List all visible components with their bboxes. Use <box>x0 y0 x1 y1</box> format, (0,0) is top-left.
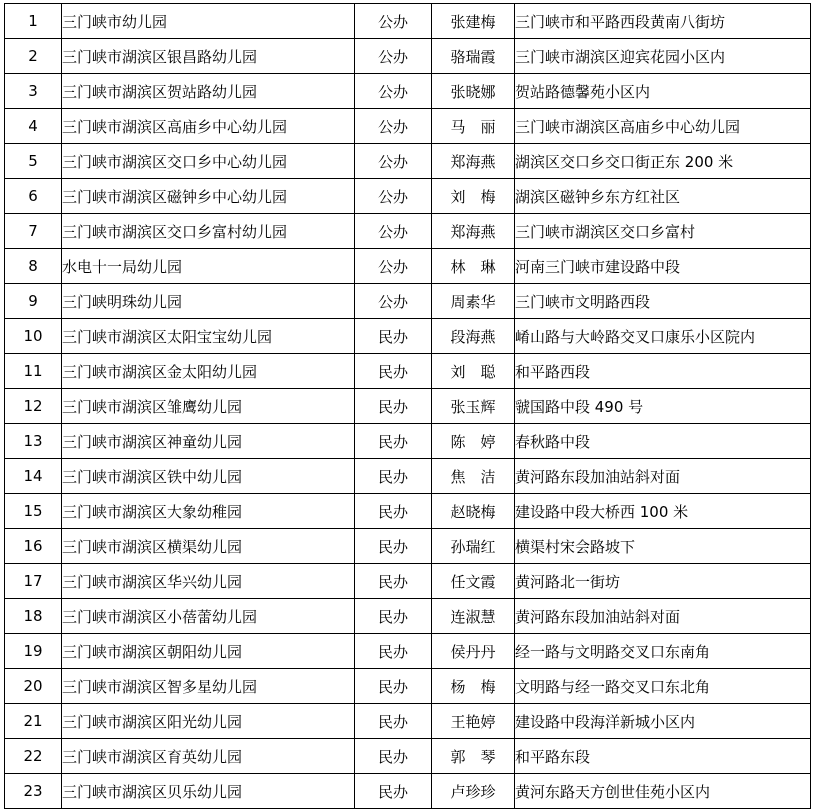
row-number-cell: 13 <box>5 424 62 459</box>
row-number-cell: 12 <box>5 389 62 424</box>
address-cell: 黄河路北一街坊 <box>515 564 811 599</box>
ownership-type-cell: 公办 <box>355 249 432 284</box>
address-cell: 贺站路德馨苑小区内 <box>515 74 811 109</box>
director-name-cell: 侯丹丹 <box>432 634 515 669</box>
table-row <box>5 739 811 774</box>
kindergarten-name-cell: 三门峡市湖滨区交口乡富村幼儿园 <box>62 214 355 249</box>
address-cell: 虢国路中段 490 号 <box>515 389 811 424</box>
director-name-cell: 张玉辉 <box>432 389 515 424</box>
row-number-cell: 16 <box>5 529 62 564</box>
director-name-cell: 刘 梅 <box>432 179 515 214</box>
ownership-type-cell: 民办 <box>355 739 432 774</box>
address-cell: 和平路西段 <box>515 354 811 389</box>
table-body <box>5 4 811 809</box>
table-row <box>5 39 811 74</box>
table-row <box>5 564 811 599</box>
kindergarten-name-cell: 三门峡市湖滨区铁中幼儿园 <box>62 459 355 494</box>
address-cell: 湖滨区交口乡交口街正东 200 米 <box>515 144 811 179</box>
ownership-type-cell: 民办 <box>355 354 432 389</box>
director-name-cell: 卢珍珍 <box>432 774 515 809</box>
table-row <box>5 249 811 284</box>
kindergarten-name-cell: 三门峡市湖滨区大象幼稚园 <box>62 494 355 529</box>
ownership-type-cell: 民办 <box>355 634 432 669</box>
director-name-cell: 周素华 <box>432 284 515 319</box>
row-number-cell: 23 <box>5 774 62 809</box>
address-cell: 建设路中段大桥西 100 米 <box>515 494 811 529</box>
kindergarten-name-cell: 三门峡市湖滨区育英幼儿园 <box>62 739 355 774</box>
table-row <box>5 634 811 669</box>
director-name-cell: 连淑慧 <box>432 599 515 634</box>
row-number-cell: 21 <box>5 704 62 739</box>
address-cell: 湖滨区磁钟乡东方红社区 <box>515 179 811 214</box>
ownership-type-cell: 民办 <box>355 529 432 564</box>
row-number-cell: 5 <box>5 144 62 179</box>
table-row <box>5 144 811 179</box>
kindergarten-name-cell: 三门峡明珠幼儿园 <box>62 284 355 319</box>
kindergarten-name-cell: 三门峡市湖滨区横渠幼儿园 <box>62 529 355 564</box>
director-name-cell: 任文霞 <box>432 564 515 599</box>
kindergarten-table-container <box>4 3 811 809</box>
table-row <box>5 774 811 809</box>
row-number-cell: 4 <box>5 109 62 144</box>
address-cell: 三门峡市湖滨区高庙乡中心幼儿园 <box>515 109 811 144</box>
kindergarten-name-cell: 三门峡市湖滨区小蓓蕾幼儿园 <box>62 599 355 634</box>
address-cell: 崤山路与大岭路交叉口康乐小区院内 <box>515 319 811 354</box>
ownership-type-cell: 民办 <box>355 704 432 739</box>
table-row <box>5 179 811 214</box>
ownership-type-cell: 民办 <box>355 319 432 354</box>
address-cell: 三门峡市湖滨区交口乡富村 <box>515 214 811 249</box>
table-row <box>5 599 811 634</box>
row-number-cell: 17 <box>5 564 62 599</box>
ownership-type-cell: 公办 <box>355 144 432 179</box>
ownership-type-cell: 公办 <box>355 74 432 109</box>
address-cell: 黄河路东段加油站斜对面 <box>515 599 811 634</box>
kindergarten-name-cell: 三门峡市湖滨区贺站路幼儿园 <box>62 74 355 109</box>
kindergarten-name-cell: 三门峡市湖滨区金太阳幼儿园 <box>62 354 355 389</box>
ownership-type-cell: 民办 <box>355 494 432 529</box>
director-name-cell: 焦 洁 <box>432 459 515 494</box>
table-row <box>5 459 811 494</box>
ownership-type-cell: 民办 <box>355 459 432 494</box>
row-number-cell: 10 <box>5 319 62 354</box>
ownership-type-cell: 民办 <box>355 599 432 634</box>
row-number-cell: 20 <box>5 669 62 704</box>
address-cell: 河南三门峡市建设路中段 <box>515 249 811 284</box>
kindergarten-name-cell: 三门峡市幼儿园 <box>62 4 355 39</box>
kindergarten-name-cell: 三门峡市湖滨区朝阳幼儿园 <box>62 634 355 669</box>
address-cell: 黄河东路天方创世佳苑小区内 <box>515 774 811 809</box>
ownership-type-cell: 公办 <box>355 284 432 319</box>
director-name-cell: 张晓娜 <box>432 74 515 109</box>
ownership-type-cell: 公办 <box>355 109 432 144</box>
table-row <box>5 4 811 39</box>
director-name-cell: 孙瑞红 <box>432 529 515 564</box>
table-row <box>5 494 811 529</box>
kindergarten-name-cell: 三门峡市湖滨区神童幼儿园 <box>62 424 355 459</box>
address-cell: 经一路与文明路交叉口东南角 <box>515 634 811 669</box>
row-number-cell: 15 <box>5 494 62 529</box>
ownership-type-cell: 公办 <box>355 214 432 249</box>
director-name-cell: 王艳婷 <box>432 704 515 739</box>
kindergarten-name-cell: 水电十一局幼儿园 <box>62 249 355 284</box>
row-number-cell: 11 <box>5 354 62 389</box>
ownership-type-cell: 民办 <box>355 564 432 599</box>
kindergarten-name-cell: 三门峡市湖滨区太阳宝宝幼儿园 <box>62 319 355 354</box>
address-cell: 横渠村宋会路坡下 <box>515 529 811 564</box>
director-name-cell: 赵晓梅 <box>432 494 515 529</box>
row-number-cell: 18 <box>5 599 62 634</box>
kindergarten-name-cell: 三门峡市湖滨区智多星幼儿园 <box>62 669 355 704</box>
address-cell: 三门峡市文明路西段 <box>515 284 811 319</box>
director-name-cell: 杨 梅 <box>432 669 515 704</box>
kindergarten-name-cell: 三门峡市湖滨区阳光幼儿园 <box>62 704 355 739</box>
table-row <box>5 704 811 739</box>
table-row <box>5 424 811 459</box>
table-row <box>5 669 811 704</box>
director-name-cell: 马 丽 <box>432 109 515 144</box>
director-name-cell: 林 琳 <box>432 249 515 284</box>
table-row <box>5 284 811 319</box>
row-number-cell: 6 <box>5 179 62 214</box>
kindergarten-name-cell: 三门峡市湖滨区交口乡中心幼儿园 <box>62 144 355 179</box>
director-name-cell: 段海燕 <box>432 319 515 354</box>
row-number-cell: 2 <box>5 39 62 74</box>
row-number-cell: 9 <box>5 284 62 319</box>
row-number-cell: 22 <box>5 739 62 774</box>
row-number-cell: 3 <box>5 74 62 109</box>
table-row <box>5 354 811 389</box>
director-name-cell: 郑海燕 <box>432 144 515 179</box>
address-cell: 和平路东段 <box>515 739 811 774</box>
kindergarten-name-cell: 三门峡市湖滨区贝乐幼儿园 <box>62 774 355 809</box>
director-name-cell: 陈 婷 <box>432 424 515 459</box>
director-name-cell: 郑海燕 <box>432 214 515 249</box>
kindergarten-name-cell: 三门峡市湖滨区雏鹰幼儿园 <box>62 389 355 424</box>
table-row <box>5 214 811 249</box>
table-row <box>5 319 811 354</box>
ownership-type-cell: 公办 <box>355 4 432 39</box>
address-cell: 三门峡市和平路西段黄南八街坊 <box>515 4 811 39</box>
address-cell: 三门峡市湖滨区迎宾花园小区内 <box>515 39 811 74</box>
ownership-type-cell: 公办 <box>355 39 432 74</box>
ownership-type-cell: 民办 <box>355 389 432 424</box>
address-cell: 黄河路东段加油站斜对面 <box>515 459 811 494</box>
kindergarten-table <box>4 3 811 809</box>
director-name-cell: 骆瑞霞 <box>432 39 515 74</box>
ownership-type-cell: 民办 <box>355 424 432 459</box>
director-name-cell: 郭 琴 <box>432 739 515 774</box>
address-cell: 文明路与经一路交叉口东北角 <box>515 669 811 704</box>
row-number-cell: 7 <box>5 214 62 249</box>
row-number-cell: 14 <box>5 459 62 494</box>
address-cell: 建设路中段海洋新城小区内 <box>515 704 811 739</box>
table-row <box>5 109 811 144</box>
row-number-cell: 1 <box>5 4 62 39</box>
row-number-cell: 19 <box>5 634 62 669</box>
director-name-cell: 张建梅 <box>432 4 515 39</box>
kindergarten-name-cell: 三门峡市湖滨区华兴幼儿园 <box>62 564 355 599</box>
address-cell: 春秋路中段 <box>515 424 811 459</box>
ownership-type-cell: 民办 <box>355 669 432 704</box>
table-row <box>5 389 811 424</box>
table-row <box>5 74 811 109</box>
ownership-type-cell: 民办 <box>355 774 432 809</box>
kindergarten-name-cell: 三门峡市湖滨区银昌路幼儿园 <box>62 39 355 74</box>
kindergarten-name-cell: 三门峡市湖滨区高庙乡中心幼儿园 <box>62 109 355 144</box>
kindergarten-name-cell: 三门峡市湖滨区磁钟乡中心幼儿园 <box>62 179 355 214</box>
director-name-cell: 刘 聪 <box>432 354 515 389</box>
row-number-cell: 8 <box>5 249 62 284</box>
ownership-type-cell: 公办 <box>355 179 432 214</box>
table-row <box>5 529 811 564</box>
